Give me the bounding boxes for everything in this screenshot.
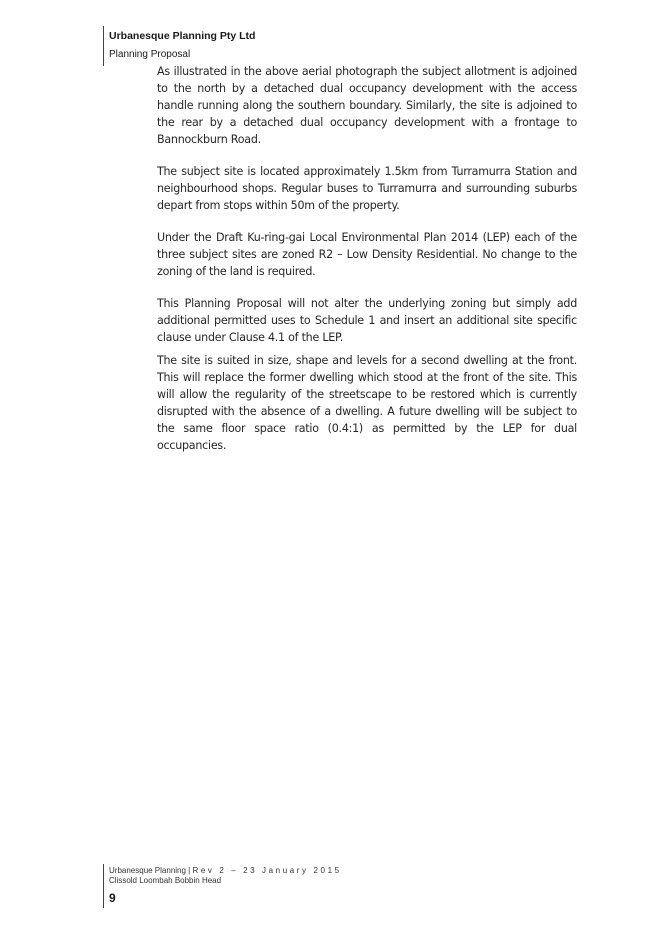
company-name: Urbanesque Planning Pty Ltd xyxy=(109,30,256,42)
footer-project: Clissold Loombah Bobbin Head xyxy=(109,876,222,885)
footer-revision: Rev 2 – 23 January 2015 xyxy=(192,866,342,875)
paragraph-zoning: Under the Draft Ku-ring-gai Local Environmental Plan 2014 (LEP) each of the three subject sites are zoned R2 – Low Density Residential. No change to the zoning of the land is required. xyxy=(157,231,577,278)
page-footer xyxy=(103,864,409,908)
paragraph-location: The subject site is located approximately 1.5km from Turramurra Station and neighbourhood shops. Regular buses to Turramurra and surrounding suburbs depart from stops within 50m of the property. xyxy=(157,165,577,212)
page-header xyxy=(103,26,409,66)
paragraph-site-suitability: The site is suited in size, shape and levels for a second dwelling at the front. This will replace the former dwelling which stood at the front of the site. This will allow the regularity of the streetscape to be restored which is currently disrupted with the absence of a dwelling. A future dwelling will be subject to the same floor space ratio (0.4:1) as permitted by the LEP for dual occupancies. xyxy=(157,354,577,452)
footer-line-revision xyxy=(109,866,409,876)
footer-separator: | xyxy=(185,866,193,875)
body-content xyxy=(157,63,577,469)
paragraph-aerial-context: As illustrated in the above aerial photograph the subject allotment is adjoined to the north by a detached dual occupancy development with the access handle running along the southern boundary. Similarly, the site is adjoined to the rear by a detached dual occupancy development with a frontage to Bannockburn Road. xyxy=(157,65,577,146)
document-title: Planning Proposal xyxy=(109,49,191,60)
paragraph-proposal-scope: This Planning Proposal will not alter the underlying zoning but simply add additional permitted uses to Schedule 1 and insert an additional site specific clause under Clause 4.1 of the LEP. xyxy=(157,297,577,344)
page-number: 9 xyxy=(109,891,116,905)
footer-org: Urbanesque Planning xyxy=(109,866,186,875)
